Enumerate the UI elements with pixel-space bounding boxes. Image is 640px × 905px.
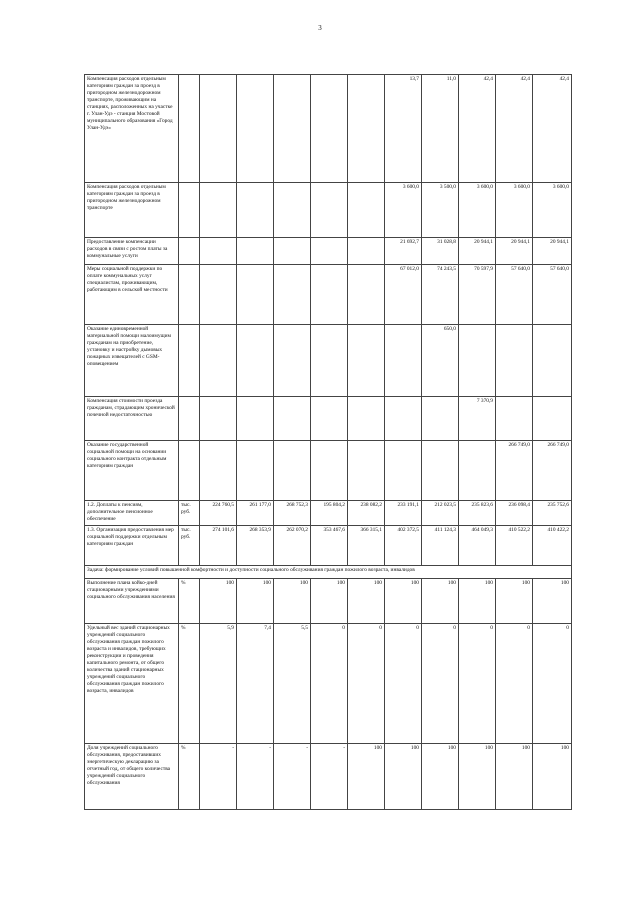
value-cell: 464 049,3 (459, 526, 496, 566)
value-cell (200, 441, 237, 501)
value-cell (237, 325, 274, 397)
value-cell: 5,9 (200, 624, 237, 744)
value-cell (533, 325, 572, 397)
value-cell: 410 522,2 (496, 526, 533, 566)
row-label: Компенсация расходов отдельным категориям граждан за проезд в пригородном железнодорожном транспорте (85, 183, 179, 238)
value-cell (237, 441, 274, 501)
row-label: Оказание единовременной материальной помощи малоимущим гражданам на приобретение, установку и настройку дымовых пожарных извещателей с GSM-оповещением (85, 325, 179, 397)
value-cell: 57 640,0 (533, 265, 572, 325)
value-cell (200, 325, 237, 397)
task-text: Задача: формирование условий повышенной комфортности и доступности социального обслуживания граждан пожилого возраста, инвалидов (85, 566, 572, 579)
value-cell: 3 600,0 (459, 183, 496, 238)
value-cell: 274 101,6 (200, 526, 237, 566)
value-cell (348, 325, 385, 397)
value-cell: 13,7 (385, 75, 422, 183)
value-cell (311, 441, 348, 501)
value-cell (237, 183, 274, 238)
row-label: Компенсация расходов отдельным категориям граждан за проезд в пригородном железнодорожном транспорте, проживающим на станциях, расположенных на участке г. Улан-Удэ - станция Мостовой муниципального образования «Город Улан-Удэ» (85, 75, 179, 183)
value-cell (274, 75, 311, 183)
row-unit: тыс. руб. (179, 501, 200, 526)
value-cell (348, 397, 385, 441)
value-cell (200, 265, 237, 325)
value-cell (311, 75, 348, 183)
value-cell: 261 177,0 (237, 501, 274, 526)
value-cell (274, 325, 311, 397)
value-cell: 3 600,0 (533, 183, 572, 238)
value-cell: 42,4 (459, 75, 496, 183)
value-cell: - (274, 744, 311, 810)
value-cell: 100 (237, 579, 274, 624)
value-cell: 100 (348, 744, 385, 810)
row-label: Выполнение плана койко-дней стационарными учреждениями социального обслуживания населения (85, 579, 179, 624)
value-cell (348, 441, 385, 501)
value-cell (311, 238, 348, 265)
value-cell: - (237, 744, 274, 810)
row-unit (179, 238, 200, 265)
table-row (85, 624, 572, 744)
value-cell (385, 441, 422, 501)
value-cell: 42,4 (533, 75, 572, 183)
value-cell: 266 749,0 (496, 441, 533, 501)
row-label: Меры социальной поддержки по оплате коммунальных услуг специалистам, проживающим, работающим в сельской местности (85, 265, 179, 325)
value-cell (459, 325, 496, 397)
value-cell: 11,0 (422, 75, 459, 183)
row-unit (179, 75, 200, 183)
value-cell (237, 238, 274, 265)
row-label: Доля учреждений социального обслуживания, предоставивших энергетическую декларацию за отчетный год, от общего количества учреждений социального обслуживания (85, 744, 179, 810)
value-cell: 0 (422, 624, 459, 744)
value-cell (422, 397, 459, 441)
value-cell (237, 75, 274, 183)
value-cell: 21 692,7 (385, 238, 422, 265)
row-unit (179, 397, 200, 441)
table-row (85, 265, 572, 325)
row-unit: тыс. руб. (179, 526, 200, 566)
table-row (85, 397, 572, 441)
value-cell (200, 397, 237, 441)
value-cell: 366 315,1 (348, 526, 385, 566)
table-row (85, 75, 572, 183)
row-unit: % (179, 744, 200, 810)
table-row (85, 325, 572, 397)
value-cell (385, 397, 422, 441)
value-cell: 100 (422, 744, 459, 810)
value-cell (348, 238, 385, 265)
table-row (85, 526, 572, 566)
row-unit: % (179, 579, 200, 624)
value-cell (237, 265, 274, 325)
value-cell: 224 760,5 (200, 501, 237, 526)
value-cell (348, 75, 385, 183)
value-cell: 7,4 (237, 624, 274, 744)
value-cell: 212 023,5 (422, 501, 459, 526)
value-cell (311, 397, 348, 441)
value-cell: 100 (459, 579, 496, 624)
value-cell (348, 183, 385, 238)
value-cell (200, 75, 237, 183)
value-cell: 268 353,9 (237, 526, 274, 566)
value-cell (385, 325, 422, 397)
value-cell (274, 183, 311, 238)
table-row (85, 501, 572, 526)
row-label: Предоставление компенсации расходов в связи с ростом платы за коммунальные услуги (85, 238, 179, 265)
value-cell (200, 183, 237, 238)
row-label: Оказание государственной социальной помощи на основании социального контракта отдельным категориям граждан (85, 441, 179, 501)
value-cell: 67 012,0 (385, 265, 422, 325)
value-cell (311, 325, 348, 397)
value-cell: 0 (533, 624, 572, 744)
page-number: 3 (318, 24, 322, 32)
row-unit (179, 441, 200, 501)
value-cell (311, 265, 348, 325)
value-cell: 0 (496, 624, 533, 744)
value-cell: 402 372,5 (385, 526, 422, 566)
row-label: 1.3. Организация предоставления мер социальной поддержки отдельным категориям граждан (85, 526, 179, 566)
value-cell: 3 600,0 (385, 183, 422, 238)
table-row (85, 238, 572, 265)
value-cell (274, 441, 311, 501)
value-cell (348, 265, 385, 325)
value-cell (311, 183, 348, 238)
row-unit (179, 265, 200, 325)
value-cell: 0 (385, 624, 422, 744)
value-cell: 238 082,2 (348, 501, 385, 526)
value-cell: 266 749,0 (533, 441, 572, 501)
row-unit (179, 183, 200, 238)
value-cell: 100 (311, 579, 348, 624)
value-cell: 100 (200, 579, 237, 624)
value-cell (274, 238, 311, 265)
row-label: Удельный вес зданий стационарных учреждений социального обслуживания граждан пожилого возраста и инвалидов, требующих реконструкции и проведения капитального ремонта, от общего количества зданий стационарных учреждений социального обслуживания граждан пожилого возраста, инвалидов (85, 624, 179, 744)
value-cell: 235 823,6 (459, 501, 496, 526)
value-cell: - (311, 744, 348, 810)
value-cell: 57 640,0 (496, 265, 533, 325)
value-cell: 650,0 (422, 325, 459, 397)
value-cell: 20 944,1 (533, 238, 572, 265)
table-row (85, 579, 572, 624)
row-label: 1.2. Доплаты к пенсиям, дополнительное пенсионное обеспечение (85, 501, 179, 526)
value-cell: 0 (459, 624, 496, 744)
value-cell: 410 422,2 (533, 526, 572, 566)
value-cell: 235 752,6 (533, 501, 572, 526)
value-cell: 20 944,1 (496, 238, 533, 265)
value-cell (422, 441, 459, 501)
value-cell: 100 (533, 744, 572, 810)
value-cell (274, 265, 311, 325)
value-cell: 100 (385, 579, 422, 624)
value-cell (237, 397, 274, 441)
value-cell: 411 124,3 (422, 526, 459, 566)
value-cell: 262 070,2 (274, 526, 311, 566)
value-cell: 100 (496, 579, 533, 624)
value-cell (496, 397, 533, 441)
value-cell: 3 500,0 (422, 183, 459, 238)
value-cell (459, 441, 496, 501)
value-cell: 7 370,9 (459, 397, 496, 441)
value-cell: 3 600,0 (496, 183, 533, 238)
value-cell: 195 804,2 (311, 501, 348, 526)
value-cell: 20 944,1 (459, 238, 496, 265)
value-cell: 0 (348, 624, 385, 744)
value-cell: 268 752,3 (274, 501, 311, 526)
row-unit (179, 325, 200, 397)
value-cell (274, 397, 311, 441)
table-row (85, 744, 572, 810)
value-cell: 100 (385, 744, 422, 810)
task-row (85, 566, 572, 579)
row-label: Компенсация стоимости проезда гражданам, страдающим хронической почечной недостаточностью (85, 397, 179, 441)
value-cell: 70 597,9 (459, 265, 496, 325)
value-cell: 5,5 (274, 624, 311, 744)
value-cell: 0 (311, 624, 348, 744)
value-cell: 100 (496, 744, 533, 810)
value-cell: 100 (459, 744, 496, 810)
value-cell: 233 191,1 (385, 501, 422, 526)
table-row (85, 183, 572, 238)
table-row (85, 441, 572, 501)
indicators-table (84, 74, 572, 810)
value-cell (533, 397, 572, 441)
value-cell: 100 (274, 579, 311, 624)
value-cell (496, 325, 533, 397)
value-cell: 31 028,8 (422, 238, 459, 265)
value-cell: 42,4 (496, 75, 533, 183)
value-cell: 100 (348, 579, 385, 624)
value-cell: 100 (533, 579, 572, 624)
value-cell: 74 243,5 (422, 265, 459, 325)
value-cell: - (200, 744, 237, 810)
value-cell: 100 (422, 579, 459, 624)
row-unit: % (179, 624, 200, 744)
value-cell: 236 098,4 (496, 501, 533, 526)
value-cell (200, 238, 237, 265)
value-cell: 353 467,6 (311, 526, 348, 566)
